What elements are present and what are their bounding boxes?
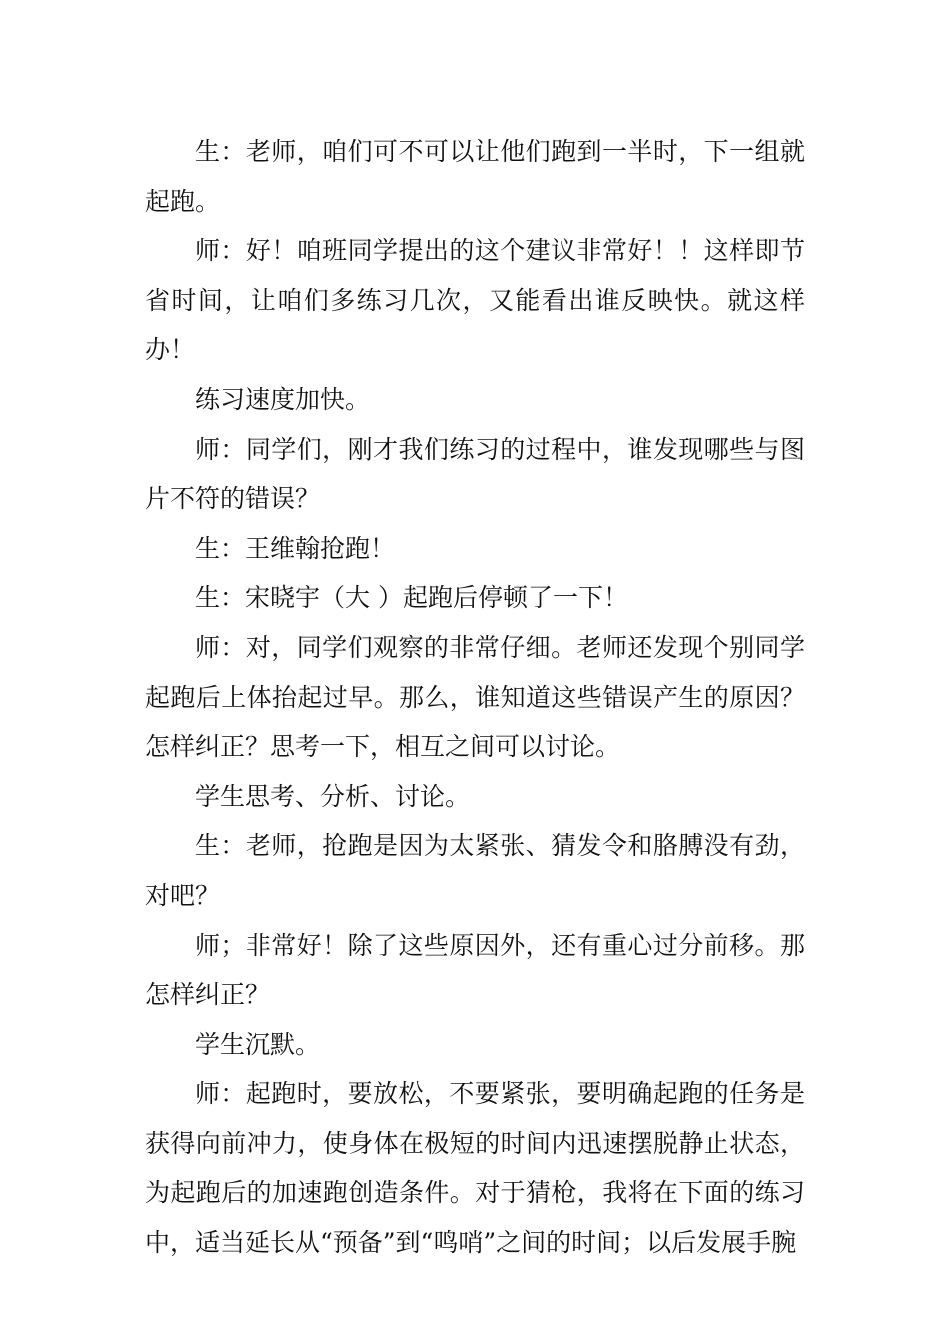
paragraph-practice-speed: 练习速度加快。 xyxy=(195,384,371,414)
paragraph-students-discuss: 学生思考、分析、讨论。 xyxy=(195,781,471,811)
paragraph-teacher-observation: 师：对，同学们观察的非常仔细。老师还发现个别同学起跑后上体抬起过早。那么，谁知道这些错误产生的原因？怎样纠正？思考一下，相互之间可以讨论。 xyxy=(145,632,805,762)
paragraph-teacher-question: 师：同学们，刚才我们练习的过程中，谁发现哪些与图片不符的错误？ xyxy=(145,434,805,514)
paragraph-students-silent: 学生沉默。 xyxy=(195,1029,321,1059)
paragraph-student-answer-2: 生：宋晓宇（大 ）起跑后停顿了一下！ xyxy=(195,583,628,613)
paragraph-student-suggestion: 生：老师，咱们可不可以让他们跑到一半时，下一组就起跑。 xyxy=(145,137,805,216)
paragraph-teacher-approval: 师：好！咱班同学提出的这个建议非常好！！这样即节省时间，让咱们多练习几次，又能看出谁反映快。就这样办！ xyxy=(145,236,805,365)
paragraph-student-reason: 生：老师，抢跑是因为太紧张、猜发令和胳膊没有劲，对吧？ xyxy=(145,831,805,910)
document-body xyxy=(145,127,805,1268)
paragraph-teacher-followup: 师；非常好！除了这些原因外，还有重心过分前移。那怎样纠正？ xyxy=(145,930,805,1010)
paragraph-teacher-explanation: 师：起跑时，要放松，不要紧张，要明确起跑的任务是获得向前冲力，使身体在极短的时间内迅速摆脱静止状态，为起跑后的加速跑创造条件。对于猜枪，我将在下面的练习中，适当延长从“预备”到“鸣哨”之间的时间；以后发展手腕 xyxy=(145,1079,805,1258)
paragraph-student-answer-1: 生：王维翰抢跑！ xyxy=(195,533,396,563)
